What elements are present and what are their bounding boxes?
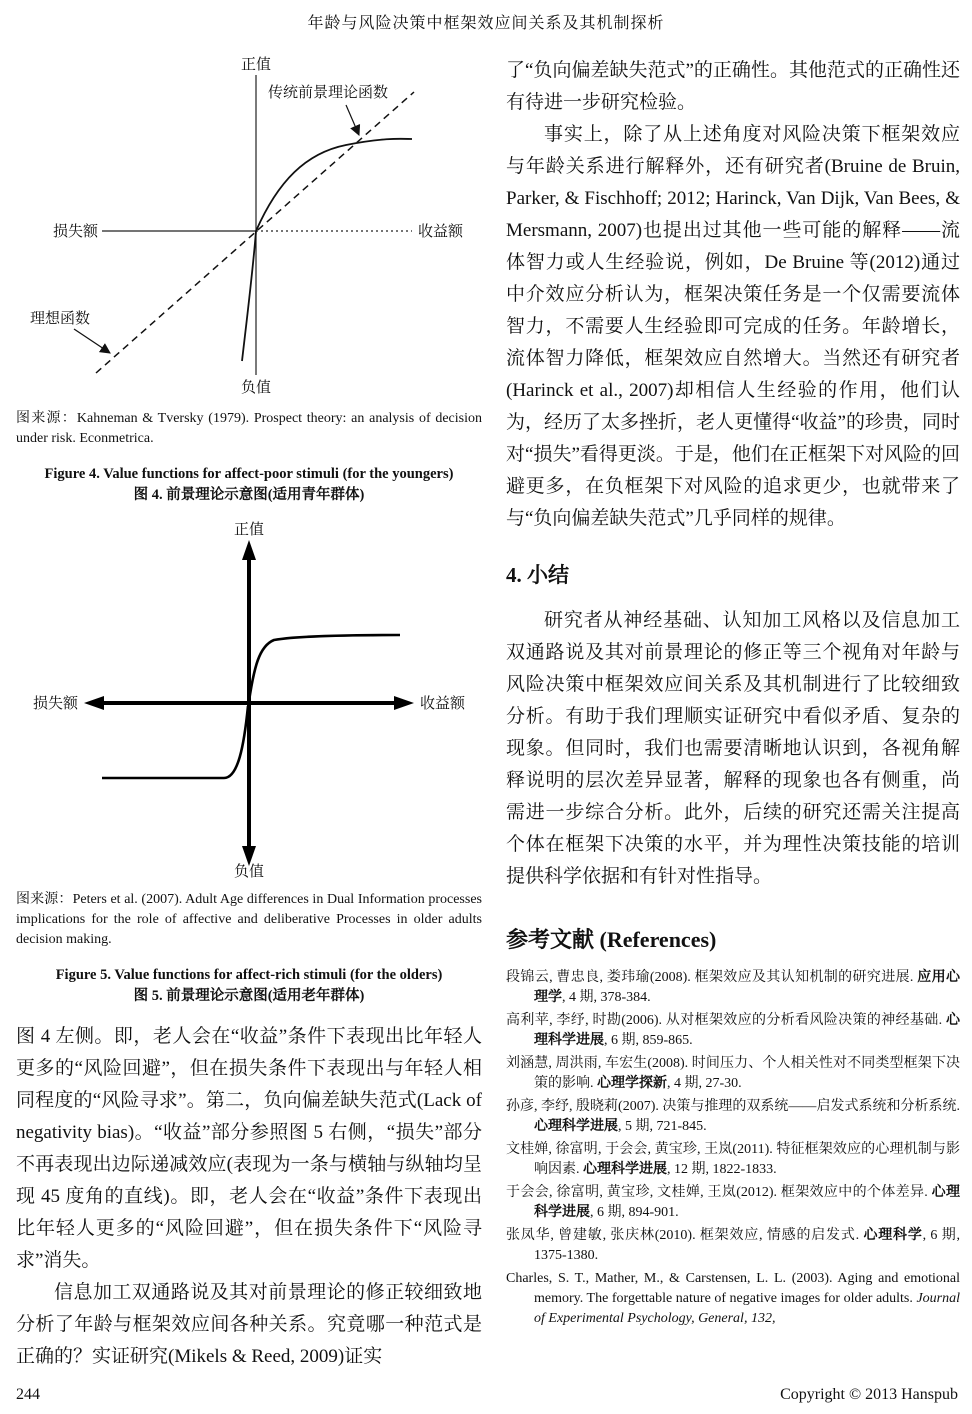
reference-item bbox=[506, 1140, 960, 1180]
figure5-arrow-right bbox=[394, 696, 414, 710]
reference-text: , 4 期, 27-30. bbox=[667, 1076, 742, 1091]
figure5-source: 图来源：Peters et al. (2007). Adult Age differences in Dual Information processes implications for the role of affective and deliberative Processes in older adults decision making. bbox=[16, 892, 482, 947]
copyright-notice: Copyright © 2013 Hanspub bbox=[780, 1386, 958, 1403]
reference-text: , 4 期, 378-384. bbox=[562, 990, 651, 1005]
figure4-caption-en: Figure 4. Value functions for affect-poor stimuli (for the youngers) bbox=[44, 466, 454, 482]
figure5-negative-label: 负值 bbox=[233, 864, 265, 878]
reference-item bbox=[506, 968, 960, 1008]
figure4 bbox=[16, 55, 482, 397]
body-paragraph: 图 4 左侧。即，老人会在“收益”条件下表现出比年轻人更多的“风险回避”，但在损失条件下表现出与年轻人相同程度的“风险寻求”。第二，负向偏差缺失范式(Lack of negativity bias)。“收益”部分参照图 5 右侧，“损失”部分不再表现出边际递减效应(表现为一条与横轴与纵轴均呈现 45 度角的直线)。即，老人会在“收益”条件下表现出比年轻人更多的“风险回避”，但在损失条件下“风险寻求”消失。 bbox=[16, 1026, 482, 1271]
reference-journal: 心理科学进展 bbox=[583, 1162, 667, 1177]
figure4-caption-zh: 图 4. 前景理论示意图(适用青年群体) bbox=[133, 487, 365, 503]
page-footer bbox=[16, 1386, 958, 1404]
reference-journal: 心理科学进展 bbox=[534, 1185, 961, 1220]
prospect-curve-gains bbox=[256, 139, 412, 231]
figure5-caption-en: Figure 5. Value functions for affect-rich stimuli (for the olders) bbox=[55, 967, 443, 983]
right-column bbox=[506, 55, 960, 1373]
references-list bbox=[506, 968, 960, 1329]
reference-journal: 心理科学 bbox=[863, 1228, 923, 1243]
references-heading: 参考文献 (References) bbox=[506, 927, 717, 952]
figure5-caption bbox=[16, 965, 482, 1007]
figure4-gain-label: 收益额 bbox=[418, 224, 464, 240]
figure5-arrow-up bbox=[242, 540, 256, 560]
reference-text: 段锦云, 曹忠良, 娄玮瑜(2008). 框架效应及其认知机制的研究进展. bbox=[506, 970, 918, 985]
figure4-traditional-label: 传统前景理论函数 bbox=[268, 85, 389, 101]
figure5-caption-zh: 图 5. 前景理论示意图(适用老年群体) bbox=[133, 988, 365, 1004]
reference-item bbox=[506, 1097, 960, 1137]
ideal-function-arrow bbox=[74, 329, 110, 353]
figure5-plot bbox=[16, 520, 482, 878]
figure4-loss-label: 损失额 bbox=[52, 224, 98, 240]
reference-journal: 心理学探新 bbox=[597, 1076, 667, 1091]
body-paragraph: 信息加工双通路说及其对前景理论的修正较细致地分析了年龄与框架效应间各种关系。究竟哪一种范式是正确的？实证研究(Mikels & Reed, 2009)证实 bbox=[16, 1282, 482, 1367]
traditional-function-arrow bbox=[346, 105, 359, 135]
reference-text: 刘涵慧, 周洪雨, 车宏生(2008). 时间压力、个人相关性对不同类型框架下决策的影响. bbox=[506, 1056, 960, 1091]
reference-text: 高利苹, 李纾, 时勘(2006). 从对框架效应的分析看风险决策的神经基础. bbox=[506, 1013, 946, 1028]
figure5-positive-label: 正值 bbox=[233, 522, 265, 538]
figure5-arrow-down bbox=[242, 846, 256, 866]
figure5-gain-label: 收益额 bbox=[420, 696, 466, 712]
body-paragraph: 事实上，除了从上述角度对风险决策下框架效应与年龄关系进行解释外，还有研究者(Bruine de Bruin, Parker, & Fischhoff; 2012; Harinck, Van Dijk, Van Bees, & Mersmann, 2007)也提出过其他一些可能的解释——流体智力或人生经验说，例如，De Bruine 等(2012)通过中介效应分析认为，框架决策任务是一个仅需要流体智力，不需要人生经验即可完成的任务。年龄增长，流体智力降低，框架效应自然增大。当然还有研究者(Harinck et al., 2007)却相信人生经验的作用，他们认为，经历了太多挫折，老人更懂得“收益”的珍贵，同时对“损失”看得更淡。于是，他们在正框架下对风险的回避更多，在负框架下对风险的追求更少，也就带来了与“负向偏差缺失范式”几乎同样的规律。 bbox=[506, 124, 960, 529]
running-title: 年龄与风险决策中框架效应间关系及其机制探析 bbox=[307, 15, 665, 32]
reference-text: , 5 期, 721-845. bbox=[618, 1119, 707, 1134]
figure5 bbox=[16, 520, 482, 878]
reference-item bbox=[506, 1226, 960, 1266]
figure5-arrow-left bbox=[84, 696, 104, 710]
reference-text: 文桂婵, 徐富明, 于会会, 黄宝珍, 王岚(2011). 特征框架效应的心理机制与影响因素. bbox=[506, 1142, 960, 1177]
page-number: 244 bbox=[16, 1386, 40, 1403]
prospect-curve-losses bbox=[242, 231, 256, 361]
figure4-caption bbox=[16, 464, 482, 506]
body-paragraph: 研究者从神经基础、认知加工风格以及信息加工双通路说及其对前景理论的修正等三个视角对年龄与风险决策中框架效应间关系及其机制进行了比较细致分析。有助于我们理顺实证研究中看似矛盾、复杂的现象。但同时，我们也需要清晰地认识到，各视角解释说明的层次差异显著，解释的现象也各有侧重，尚需进一步综合分析。此外，后续的研究还需关注提高个体在框架下决策的水平，并为理性决策技能的培训提供科学依据和有针对性指导。 bbox=[506, 610, 960, 887]
reference-journal: 应用心理学 bbox=[534, 970, 961, 1005]
reference-item bbox=[506, 1011, 960, 1051]
body-paragraph: 了“负向偏差缺失范式”的正确性。其他范式的正确性还有待进一步研究检验。 bbox=[506, 60, 960, 113]
reference-text: 张凤华, 曾建敏, 张庆林(2010). 框架效应, 情感的启发式. bbox=[506, 1228, 864, 1243]
affect-rich-curve-gains bbox=[249, 635, 400, 701]
reference-text: 孙彦, 李纾, 殷晓莉(2007). 决策与推理的双系统——启发式系统和分析系统. bbox=[506, 1099, 960, 1114]
reference-text: , 12 期, 1822-1833. bbox=[667, 1162, 777, 1177]
reference-text: , 6 期, 859-865. bbox=[604, 1033, 693, 1048]
reference-text: Charles, S. T., Mather, M., & Carstensen, L. L. (2003). Aging and emotional memory. The forgettable nature of negative images for older adults. bbox=[506, 1271, 960, 1306]
reference-text: 于会会, 徐富明, 黄宝珍, 文桂婵, 王岚(2012). 框架效应中的个体差异. bbox=[506, 1185, 932, 1200]
affect-rich-curve-losses bbox=[102, 706, 248, 778]
reference-text: , 6 期, 894-901. bbox=[590, 1205, 679, 1220]
reference-journal-italic: Journal of Experimental Psychology, General, 132, bbox=[534, 1291, 960, 1326]
reference-item bbox=[506, 1054, 960, 1094]
figure4-ideal-label: 理想函数 bbox=[30, 311, 91, 327]
section-heading-summary: 4. 小结 bbox=[506, 563, 569, 587]
reference-text: , 6 期, 1375-1380. bbox=[534, 1228, 961, 1263]
page-header bbox=[0, 0, 972, 33]
left-column bbox=[16, 55, 482, 1373]
figure4-negative-label: 负值 bbox=[240, 380, 272, 396]
two-column-layout bbox=[0, 33, 972, 1373]
reference-journal: 心理科学进展 bbox=[534, 1119, 618, 1134]
reference-journal: 心理科学进展 bbox=[534, 1013, 960, 1048]
figure5-loss-label: 损失额 bbox=[32, 696, 78, 712]
reference-item bbox=[506, 1269, 960, 1329]
figure4-positive-label: 正值 bbox=[240, 57, 272, 73]
figure4-source: 图来源：Kahneman & Tversky (1979). Prospect theory: an analysis of decision under risk. Econmetrica. bbox=[16, 411, 482, 446]
figure4-plot bbox=[16, 55, 482, 397]
reference-item bbox=[506, 1183, 960, 1223]
